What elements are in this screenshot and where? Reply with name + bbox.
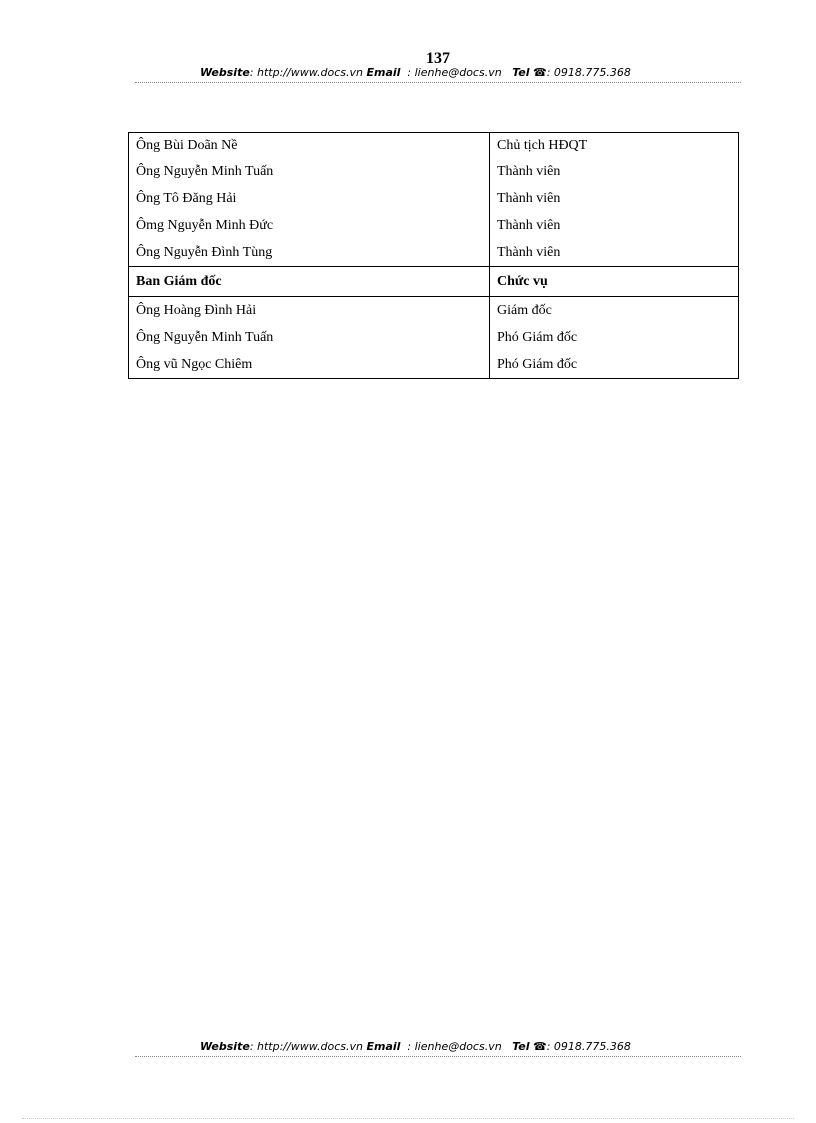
officer-role: Thành viên — [490, 158, 739, 185]
officer-role: Phó Giám đốc — [490, 351, 739, 379]
header-tel-label: Tel — [512, 66, 530, 79]
footer-tel-value: : 0918.775.368 — [546, 1040, 631, 1053]
phone-icon: ☎ — [533, 66, 547, 79]
officers-table — [128, 132, 739, 379]
header-website-value: : http://www.docs.vn — [249, 66, 363, 79]
footer-website-label: Website — [200, 1040, 250, 1053]
page-footer — [200, 1040, 720, 1054]
table-row — [129, 351, 739, 379]
footer-divider — [135, 1056, 741, 1057]
footer-tel-label: Tel — [512, 1040, 530, 1053]
section-header-row — [129, 267, 739, 297]
section-header-role: Chức vụ — [490, 267, 739, 297]
header-website-label: Website — [200, 66, 250, 79]
page-bottom-edge — [22, 1118, 794, 1119]
officer-name: Ông vũ Ngọc Chiêm — [129, 351, 490, 379]
table-row — [129, 324, 739, 351]
table-row — [129, 158, 739, 185]
header-email-value: : lienhe@docs.vn — [407, 66, 502, 79]
officer-role: Thành viên — [490, 185, 739, 212]
section-header-name: Ban Giám đốc — [129, 267, 490, 297]
table-row — [129, 212, 739, 239]
officer-role: Thành viên — [490, 239, 739, 267]
footer-website-value: : http://www.docs.vn — [249, 1040, 363, 1053]
officer-role: Phó Giám đốc — [490, 324, 739, 351]
officer-name: Ông Nguyễn Đình Tùng — [129, 239, 490, 267]
header-divider — [135, 82, 741, 83]
table-row — [129, 239, 739, 267]
officer-name: Ông Tô Đăng Hải — [129, 185, 490, 212]
officer-role: Chủ tịch HĐQT — [490, 133, 739, 159]
page-header — [200, 66, 720, 80]
officer-name: Ông Nguyễn Minh Tuấn — [129, 158, 490, 185]
header-tel-value: : 0918.775.368 — [546, 66, 631, 79]
officer-role: Thành viên — [490, 212, 739, 239]
officer-role: Giám đốc — [490, 297, 739, 325]
officer-name: Ông Nguyễn Minh Tuấn — [129, 324, 490, 351]
officer-name: Ông Bùi Doãn Nề — [129, 133, 490, 159]
header-email-label: Email — [366, 66, 401, 79]
footer-email-label: Email — [366, 1040, 401, 1053]
footer-email-value: : lienhe@docs.vn — [407, 1040, 502, 1053]
officer-name: Ômg Nguyễn Minh Đức — [129, 212, 490, 239]
table-row — [129, 185, 739, 212]
page-number: 137 — [426, 50, 450, 67]
officer-name: Ông Hoàng Đình Hải — [129, 297, 490, 325]
phone-icon: ☎ — [533, 1040, 547, 1053]
table-row — [129, 133, 739, 159]
table-row — [129, 297, 739, 325]
